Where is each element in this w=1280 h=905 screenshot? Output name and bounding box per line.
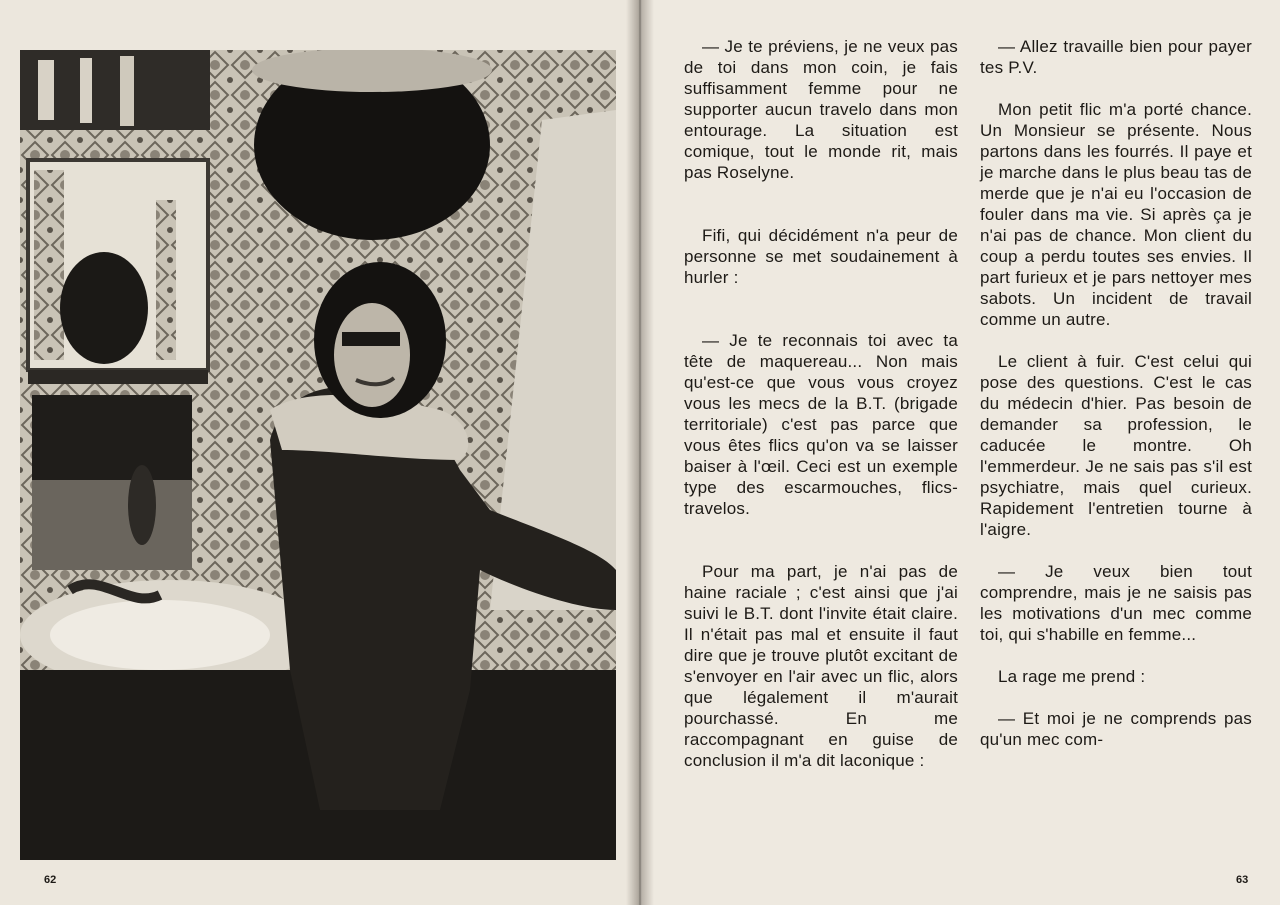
paragraph: — Et moi je ne comprends pas qu'un mec com- (980, 709, 1252, 749)
photo-illustration (20, 50, 616, 860)
book-gutter (626, 0, 654, 905)
paragraph: — Je veux bien tout comprendre, mais je ne saisis pas les motivations d'un mec comme toi, qui s'habille en femme... (980, 562, 1252, 644)
paragraph: — Je te reconnais toi avec ta tête de maquereau... Non mais qu'est-ce que vous vous croyez vous les mecs de la B.T. (brigade territoriale) c'est pas parce que vous êtes flics qu'on va se laisser baiser à l'œil. Ceci est un exemple type des escarmouches, flics-travelos. (684, 331, 958, 518)
paragraph: Fifi, qui décidément n'a peur de personne se met soudainement à hurler : (684, 226, 958, 287)
paragraph: — Allez travaille bien pour payer tes P.V. (980, 37, 1252, 77)
photograph (20, 50, 616, 860)
paragraph: — Je te préviens, je ne veux pas de toi dans mon coin, je fais suffisamment femme pour ne supporter aucun travelo dans mon entourage. La situation est comique, tout le monde rit, mais pas Roselyne. (684, 37, 958, 182)
paragraph: Le client à fuir. C'est celui qui pose des questions. C'est le cas du médecin d'hier. Pas besoin de demander sa profession, le caducée le montre. Oh l'emmerdeur. Je ne sais pas s'il est psychiatre, mais quel curieux. Rapidement l'entretien tourne à l'aigre. (980, 352, 1252, 539)
paragraph: Pour ma part, je n'ai pas de haine raciale ; c'est ainsi que j'ai suivi le B.T. dont l'invite était claire. Il n'était pas mal et ensuite il faut dire que je trouve plutôt excitant de s'envoyer en l'air avec un flic, alors que légalement il m'aurait pourchassé. En me raccompagnant en guise de conclusion il m'a dit laconique : (684, 562, 958, 770)
page-number-left: 62 (44, 874, 57, 886)
paragraph: Mon petit flic m'a porté chance. Un Monsieur se présente. Nous partons dans les fourrés. Il paye et je marche dans le plus beau tas de merde que je n'ai eu l'occasion de fouler dans ma vie. Si après ça je n'ai pas de chance. Mon client du coup a perdu toutes ses envies. Il part furieux et je pars nettoyer mes sabots. Un incident de travail comme un autre. (980, 100, 1252, 329)
paragraph: La rage me prend : (998, 667, 1146, 686)
text-column-2 (980, 36, 1252, 750)
text-column-1 (684, 36, 958, 771)
page-number-right: 63 (1236, 874, 1249, 886)
